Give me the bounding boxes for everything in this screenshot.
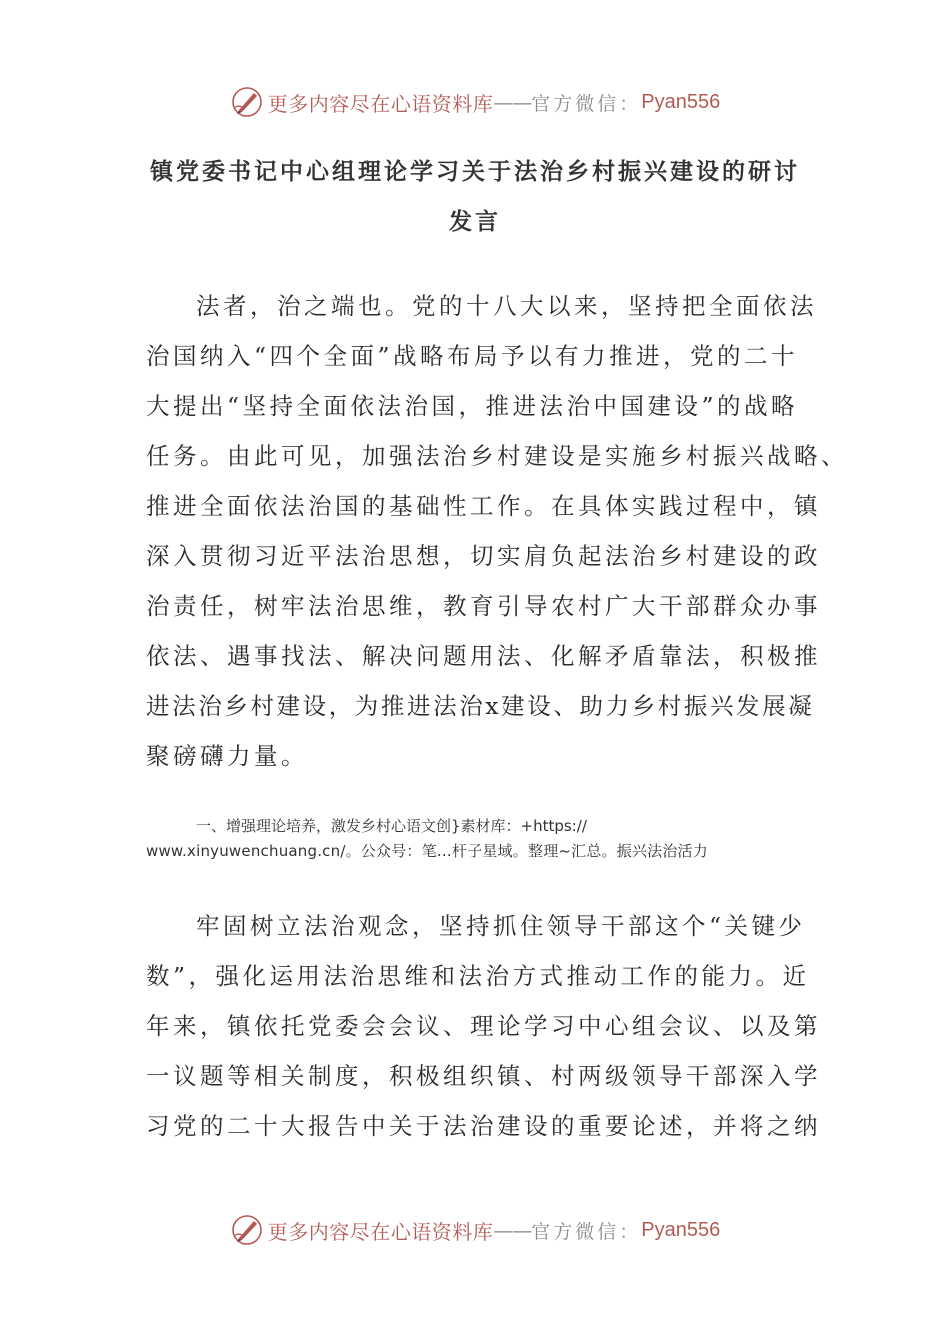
header-banner [0,82,950,122]
banner-separator: — [493,90,513,114]
paragraph-2-line: 牢固树立法治观念，坚持抓住领导干部这个“关键少 [196,912,806,940]
banner-separator: — [512,90,532,114]
paragraph-1-line: 大提出“坚持全面依法治国，推进法治中国建设”的战略 [146,392,799,420]
quill-pen-logo-icon [230,85,264,119]
paragraph-1-line: 深入贯彻习近平法治思想，切实肩负起法治乡村建设的政 [146,542,821,570]
paragraph-1-line: 任务。由此可见，加强法治乡村建设是实施乡村振兴战略、 [146,442,848,470]
banner-wechat-id: Pyan556 [641,1218,721,1241]
paragraph-1-line: 法者，治之端也。党的十八大以来，坚持把全面依法 [196,292,817,320]
paragraph-1-line: 推进全面依法治国的基础性工作。在具体实践过程中，镇 [146,492,821,520]
paragraph-1-line: 治责任，树牢法治思维，教育引导农村广大干部群众办事 [146,592,821,620]
document-title-line-2: 发言 [449,209,501,235]
section-heading-line-1: 一、增强理论培养，激发乡村心语文创}素材库：+https:// [196,817,587,835]
document-title-line-1: 镇党委书记中心组理论学习关于法治乡村振兴建设的研讨 [150,159,800,185]
banner-main-text: 更多内容尽在心语资料库 [267,91,494,116]
banner-official-label: 官方微信： [531,92,642,115]
paragraph-2-line: 年来，镇依托党委会会议、理论学习中心组会议、以及第 [146,1012,821,1040]
banner-separator: — [512,1218,532,1242]
paragraph-2-line: 一议题等相关制度，积极组织镇、村两级领导干部深入学 [146,1062,821,1090]
paragraph-2-line: 数”，强化运用法治思维和法治方式推动工作的能力。近 [146,962,810,990]
paragraph-1-line: 进法治乡村建设，为推进法治x建设、助力乡村振兴发展凝 [146,692,815,720]
paragraph-1-line: 依法、遇事找法、解决问题用法、化解矛盾靠法，积极推 [146,642,821,670]
section-heading-line-2: www.xinyuwenchuang.cn/。公众号：笔…杆子星域。整理~汇总。振兴法治活力 [146,842,708,860]
banner-main-text: 更多内容尽在心语资料库 [267,1219,494,1244]
footer-banner [0,1210,950,1250]
paragraph-1-line: 治国纳入“四个全面”战略布局予以有力推进，党的二十 [146,342,799,370]
paragraph-2-line: 习党的二十大报告中关于法治建设的重要论述，并将之纳 [146,1112,821,1140]
banner-wechat-id: Pyan556 [641,90,721,113]
paragraph-1-line: 聚磅礴力量。 [146,742,308,770]
quill-pen-logo-icon [230,1213,264,1247]
banner-separator: — [493,1218,513,1242]
banner-official-label: 官方微信： [531,1220,642,1243]
